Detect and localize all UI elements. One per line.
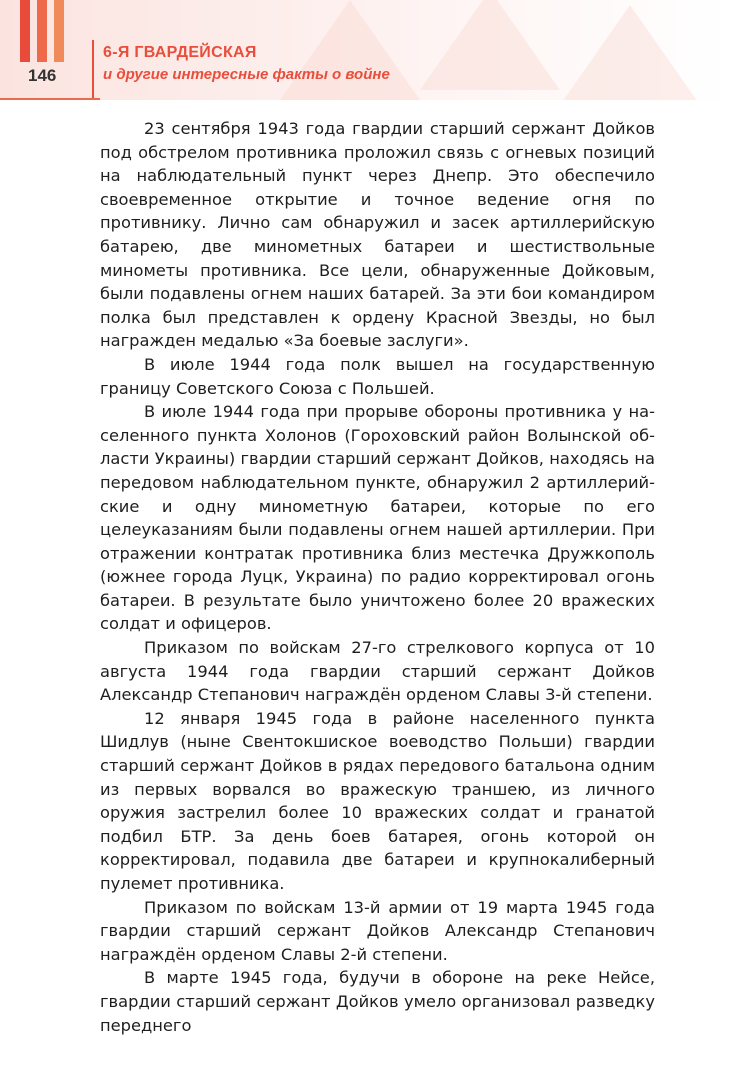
decorative-triangle [280, 0, 420, 100]
paragraph: В июле 1944 года при прорыве обороны противника у населенного пункта Холонов (Гороховский район Волынской области Украины) гвардии старший сержант Дойков, находясь на передовом наблюдательном пункте, обнаружил 2 артиллерийские и одну минометную батареи, которые по его целеуказаниям были подавлены огнем нашей артиллерии. При отражении контратак противника близ местечка Дружкополь (южнее города Луцк, Украина) по радио корректировал огонь батареи. В результате было уничтожено более 20 вражеских солдат и офицеров. [100, 402, 655, 634]
header-stripes [20, 0, 64, 62]
paragraph: В июле 1944 года полк вышел на государственную границу Советского Союза с Польшей. [100, 354, 655, 398]
running-subtitle: и другие интересные факты о войне [103, 66, 390, 83]
stripe [20, 0, 30, 62]
paragraph: Приказом по войскам 13-й армии от 19 марта 1945 года гвардии старший сержант Дойков Александр Степанович награждён орденом Славы 2-й степени. [100, 897, 655, 964]
paragraph: В марте 1945 года, будучи в обороне на реке Нейсе, гвардии старший сержант Дойков умело организовал разведку переднего [100, 968, 655, 1035]
paragraph: 12 января 1945 года в районе населенного пункта Шидлув (ныне Свентокшиское воеводство Польши) гвардии старший сержант Дойков в рядах передового батальона одним из первых ворвался во вражескую траншею, из личного оружия застрелил более 10 вражеских солдат и гранатой подбил БТР. За день боев батарея, огонь которой он корректировал, подавила две батареи и крупнокалиберный пулемет противника. [100, 708, 655, 893]
stripe [37, 0, 47, 62]
page-number: 146 [28, 66, 57, 85]
decorative-triangle [420, 0, 560, 90]
header-rule [0, 98, 100, 100]
main-text [100, 117, 655, 1037]
paragraph: Приказом по войскам 27-го стрелкового корпуса от 10 августа 1944 года гвардии старший сержант Дойков Александр Степанович награждён орденом Славы 3-й степени. [100, 638, 655, 705]
decorative-triangle [560, 5, 700, 100]
paragraph: 23 сентября 1943 года гвардии старший сержант Дойков под обстрелом противника проложил связь с огневых позиций на наблюдательный пункт через Днепр. Это обеспечило своевременное открытие и точное ведение огня по противнику. Лично сам обнаружил и засек артиллерийскую батарею, две минометных батареи и шестиствольные минометы противника. Все цели, обнаруженные Дойковым, были подавлены огнем наших батарей. За эти бои командиром полка был представлен к ордену Красной Звезды, но был награжден медалью «За боевые заслуги». [100, 119, 655, 351]
stripe [54, 0, 64, 62]
header-divider [92, 40, 94, 98]
running-title: 6-Я ГВАРДЕЙСКАЯ [103, 44, 257, 61]
